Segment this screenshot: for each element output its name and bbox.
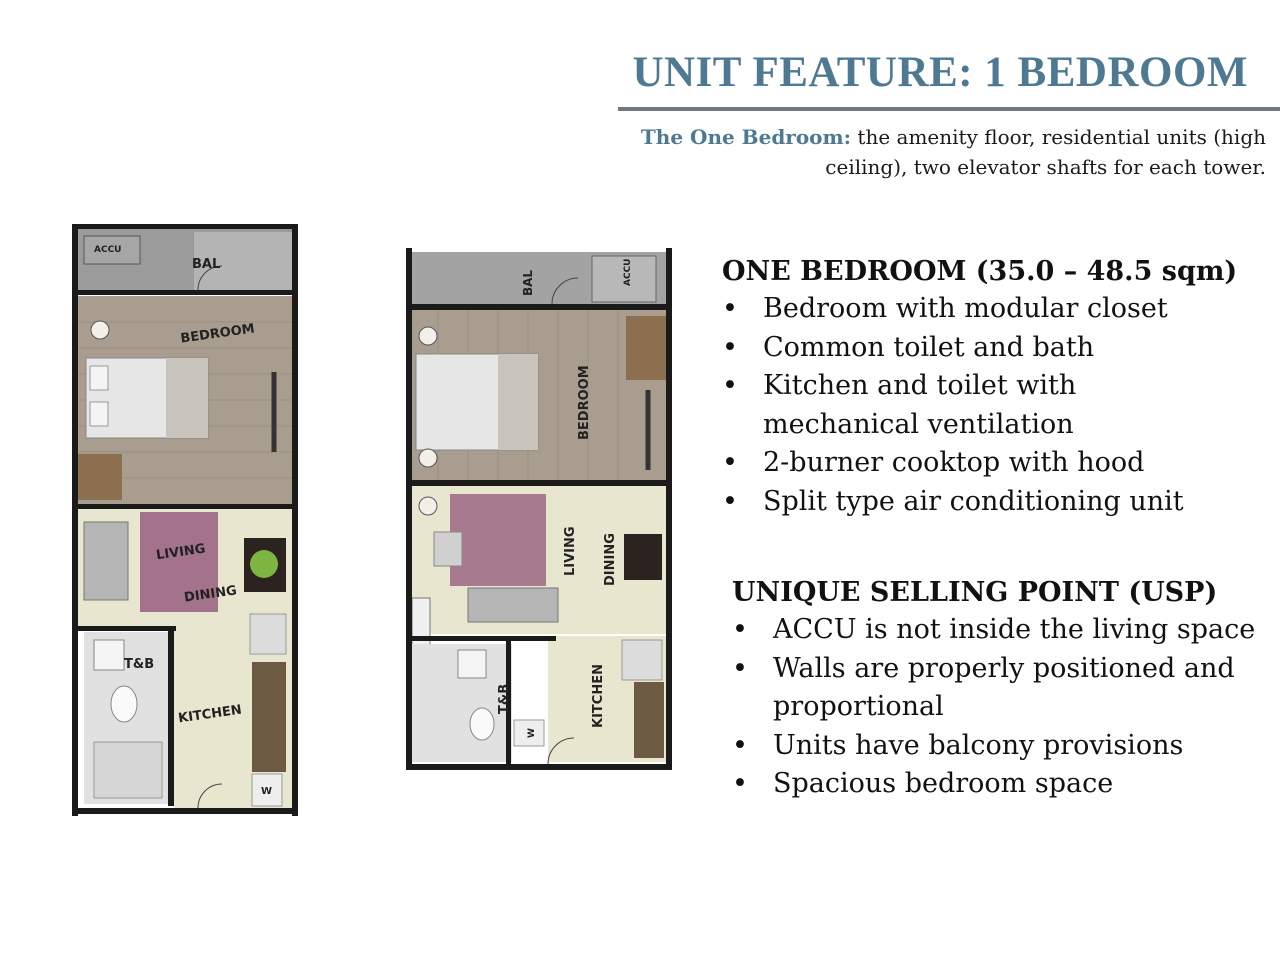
list-item: • ACCU is not inside the living space xyxy=(732,611,1280,650)
plan-left-label-living: LIVING xyxy=(155,541,207,564)
closet-icon xyxy=(78,454,122,500)
usp-section xyxy=(732,575,1280,804)
list-item: • Split type air conditioning unit xyxy=(722,483,1280,522)
subtitle-text: the amenity floor, residential units (high ceiling), two elevator shafts for each tower. xyxy=(825,125,1266,179)
list-item: • Walls are properly positioned and proportional xyxy=(732,650,1243,727)
plan-right-label-bal: BAL xyxy=(521,269,535,296)
floor-plan-right xyxy=(398,244,680,774)
plan-right-label-accu: ACCU xyxy=(623,258,633,286)
features-section xyxy=(722,254,1280,521)
page-title: UNIT FEATURE: 1 BEDROOM xyxy=(632,49,1248,96)
plan-left-label-w: W xyxy=(261,786,273,797)
floor-plan-left xyxy=(64,222,308,834)
usp-list xyxy=(732,611,1280,804)
plan-left-label-tb: T&B xyxy=(124,657,155,672)
sofa-icon xyxy=(468,588,558,622)
list-item: • 2-burner cooktop with hood xyxy=(722,444,1280,483)
features-list xyxy=(722,290,1280,521)
plan-left-label-accu: ACCU xyxy=(94,245,122,255)
list-item: • Kitchen and toilet with mechanical ventilation xyxy=(722,367,1103,444)
plan-left-label-dining: DINING xyxy=(183,583,238,606)
list-item: • Common toilet and bath xyxy=(722,329,1280,368)
features-heading: ONE BEDROOM (35.0 – 48.5 sqm) xyxy=(722,256,1238,287)
list-item: • Spacious bedroom space xyxy=(732,765,1280,804)
plan-left-label-bedroom: BEDROOM xyxy=(179,321,256,347)
title-divider xyxy=(618,107,1280,111)
plan-right-label-bedroom: BEDROOM xyxy=(577,365,592,440)
plan-right-label-dining: DINING xyxy=(603,533,618,586)
page-subtitle xyxy=(626,122,1266,182)
sofa-icon xyxy=(84,522,128,600)
closet-icon xyxy=(626,316,666,380)
plan-right-label-tb: T&B xyxy=(497,683,512,714)
usp-heading: UNIQUE SELLING POINT (USP) xyxy=(732,577,1218,608)
plan-right-label-living: LIVING xyxy=(563,526,578,576)
plan-left-label-bal: BAL xyxy=(192,257,221,272)
list-item: • Bedroom with modular closet xyxy=(722,290,1280,329)
plan-right-label-w: W xyxy=(527,728,537,738)
rug-icon xyxy=(450,494,546,586)
subtitle-lead: The One Bedroom: xyxy=(640,125,852,149)
plan-left-label-kitchen: KITCHEN xyxy=(177,702,243,727)
plan-right-label-kitchen: KITCHEN xyxy=(591,664,606,728)
list-item: • Units have balcony provisions xyxy=(732,727,1280,766)
plant-icon xyxy=(250,550,278,578)
